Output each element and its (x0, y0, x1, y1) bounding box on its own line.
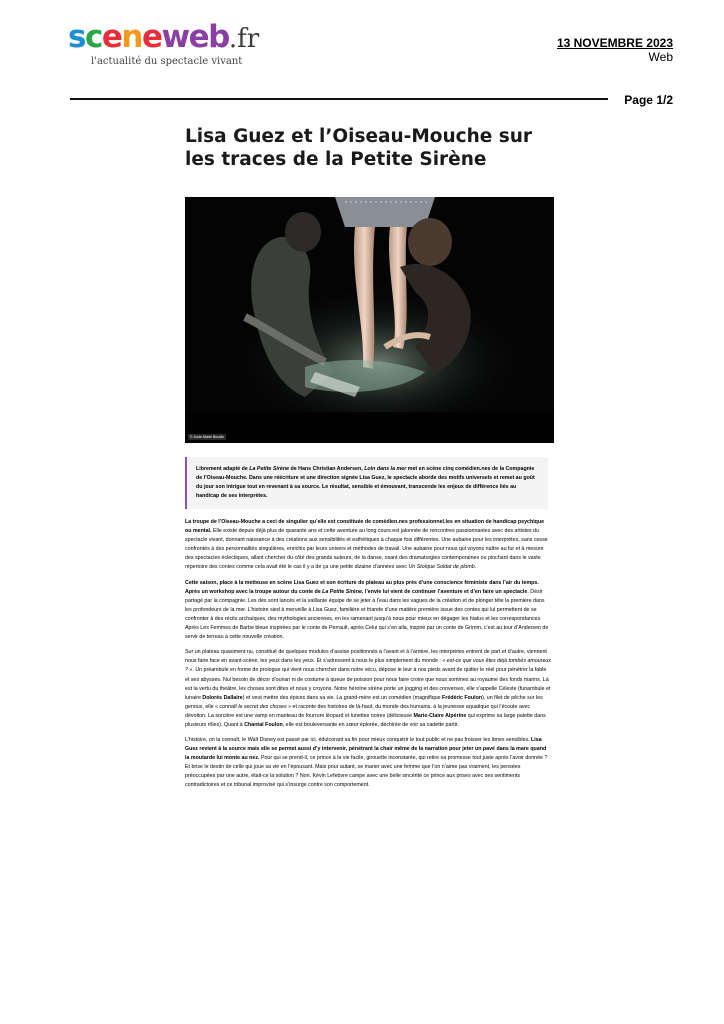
logo-tagline: l'actualité du spectacle vivant (91, 56, 243, 67)
text-run: Cette saison, place à la metteuse en scène Lisa Guez et son écriture de plateau au plus près d’une conscience féministe dans l’air du temps. Après un workshop avec la troupe autour du conte de (185, 579, 539, 595)
text-run: de Hans Christian Andersen, (289, 466, 365, 472)
logo-web-text: web (161, 19, 229, 55)
text-run: Chantal Foulon (244, 721, 283, 728)
text-run: ) et veut mettre des épices dans sa vie. La grand-mère est un comédien (magnifique (242, 694, 443, 701)
article-photo (185, 197, 554, 443)
text-run: Dolorès Dallaire (202, 694, 243, 701)
text-run: Un Stoïque Soldat de plomb (408, 564, 475, 571)
text-run: L’histoire, on la connaît, le Walt Disney est passé par ici, édulcorant sa fin pour mieux conquérir le tout public et ne pas froisser les âmes sensibles. (185, 737, 532, 744)
text-run: Lisa Guez revient à la source mais elle se permet aussi d’y intervenir, pénétrant la chair même de la narration pour jeter un pavé dans la mare quand la moutarde lui monte au nez. (185, 737, 547, 762)
article-paragraph (185, 518, 552, 572)
page-number: Page 1/2 (624, 93, 673, 107)
text-run: La troupe de l’Oiseau-Mouche a ceci de singulier qu’elle est constituée de comédien.nes professionnel.les en situation de handicap psychique ou mental. (185, 519, 545, 535)
text-run: est-ce que vous êtes déjà tombés amoureux ? (185, 658, 551, 674)
text-run: Elle existe depuis déjà plus de quarante ans et cette aventure au long cours est jalonnée de rencontres passionnantes avec des artistes du spectacle vivant, donnant naissance à des créations aux sensibilités et esthétiques à chaque fois différentes. Une aubaine pour les interprètes, sans cesse confrontés à des personnalités singulières, enrichis par leurs univers et méthodes de travail. Une aubaine pour nous qui voyons naître au fur et à mesure des spectacles éclectiques, allant chercher du côté des grands auteurs, de la danse, osant des dramaturgies contemporaines ou piochant dans le vaste répertoire des contes comme cela avait été le cas il y a de ça une petite dizaine d’années avec (185, 528, 548, 571)
text-run: qui exprime sa large palette dans plusieurs rôles). Quant à (185, 712, 546, 728)
logo-scene-letters (68, 19, 161, 55)
article-title: Lisa Guez et l’Oiseau-Mouche sur les traces de la Petite Sirène (185, 126, 533, 170)
logo-letter: e (141, 19, 162, 55)
logo-wordmark (68, 20, 268, 56)
text-run: , elle est bouleversante en sœur éplorée, déchirée de voir sa cadette partir. (282, 721, 459, 728)
text-run: Sur un plateau quasiment nu, constitué de quelques modules d’assise positionnés à l’avant et à l’arrière, les interprètes entrent de part et d’autre, viennent nous faire face en avant-scène, les yeux dans les yeux. Et s’adressent à nous le plus simplement du monde : « (185, 649, 547, 665)
stage-photo-illustration (185, 197, 554, 443)
sceneweb-logo[interactable] (68, 20, 268, 70)
article-paragraph (185, 736, 552, 790)
text-run: ». Un préambule en forme de prologue qui vient nous chercher dans notre vécu, dépose le leur à nos pieds avant de quitter le réel pour pénétrer la fable et ses abysses. Nul besoin de décor d’océan ni de costume à queue de poisson pour nous faire croire que nous sommes au royaume des fonds marins. Là est la vertu du théâtre, les choses sont dites et nous y croyons. Notre héroïne sirène porte un jogging et des converses, elle s’appelle Céleste (funambule et lunaire (185, 667, 551, 701)
text-run: La Petite Sirène (249, 466, 290, 472)
article-body (185, 518, 552, 797)
header-divider (70, 98, 608, 100)
text-run: Librement adapté de (196, 466, 250, 472)
text-run: Loin dans la mer (364, 466, 407, 472)
text-run: La Petite Sirène (322, 588, 362, 595)
logo-letter: e (101, 19, 122, 55)
text-run: ), un filet de pêche sur les genoux, elle « (185, 694, 543, 710)
photo-credit: © Aude-Marie Boudin (190, 435, 225, 439)
article-paragraph (185, 648, 552, 729)
text-run: met en scène cinq comédien.nes de la Compagnie de l’Oiseau-Mouche. Dans une réécriture et une direction signée Lisa Guez, le spectacle aborde des motifs universels et remet au goût du jour son intrigue tout en revenant à sa source. Le résultat, sensible et émouvant, transcende les enjeux de différence liés au handicap de ses interprètes. (196, 466, 535, 500)
publication-date: 13 NOVEMBRE 2023 (556, 36, 673, 50)
text-run: . Désir partagé par la compagnie. Les dés sont lancés et la vaillante équipe de se jeter à l’eau dans les vagues de la création et de plonger tête la première dans les profondeurs de la mer. L’histoire sied à merveille à Lisa Guez, familière et friande d’une matière première issue des contes qui lui permettent de se confronter à des récits archaïques, des mythologies anciennes, en les ramenant jusqu’à nous pour mieux en dégager les hiatus et les correspondances. Après Les Femmes de Barbe bleue inspirées par le conte de Perrault, après Celui qui s’en alla, inspiré par un conte de Grimm, c’est au tour d’Andersen de servir de terreau à cette nouvelle création. (185, 588, 549, 640)
logo-fr-text: .fr (228, 24, 260, 54)
article-paragraph (185, 579, 552, 642)
text-run: connaît le secret des choses (219, 703, 287, 710)
text-run: . (474, 564, 477, 571)
text-run: , l’envie lui vient de continuer l’aventure et d’en faire un spectacle (361, 588, 528, 595)
text-run: » et raconte des histoires de là-haut, du monde des humains, à la jeunesse aquatique qui l’écoute avec dévotion. La sorcière est une vamp en manteau de fourrure léopard et lunettes noires (délicieuse (185, 703, 531, 719)
text-run: Pour qui se prend-il, ce prince à la vie facile, girouette inconstante, qui retire sa promesse tout juste après l’avoir donnée ? Et brise le destin de celle qui joue sa vie en l’épousant. Mais pour autant, se marier avec une femme que l’on n’aime pas vraiment, les pensées préoccupées par une autre, était-ce la solution ? Non. Kévin Lefebvre campe avec une belle sincérité ce prince aux prises avec ses sentiments contradictoires et ce tribunal improvisé qui s’insurge contre son comportement. (185, 755, 548, 789)
text-run: Frédéric Foulon (442, 694, 483, 701)
media-type: Web (648, 50, 673, 64)
logo-letter: s (68, 19, 85, 55)
logo-letter: n (121, 19, 142, 55)
article-lead (185, 457, 548, 509)
logo-letter: c (84, 19, 102, 55)
text-run: Marie-Claire Alpérine (413, 712, 467, 719)
